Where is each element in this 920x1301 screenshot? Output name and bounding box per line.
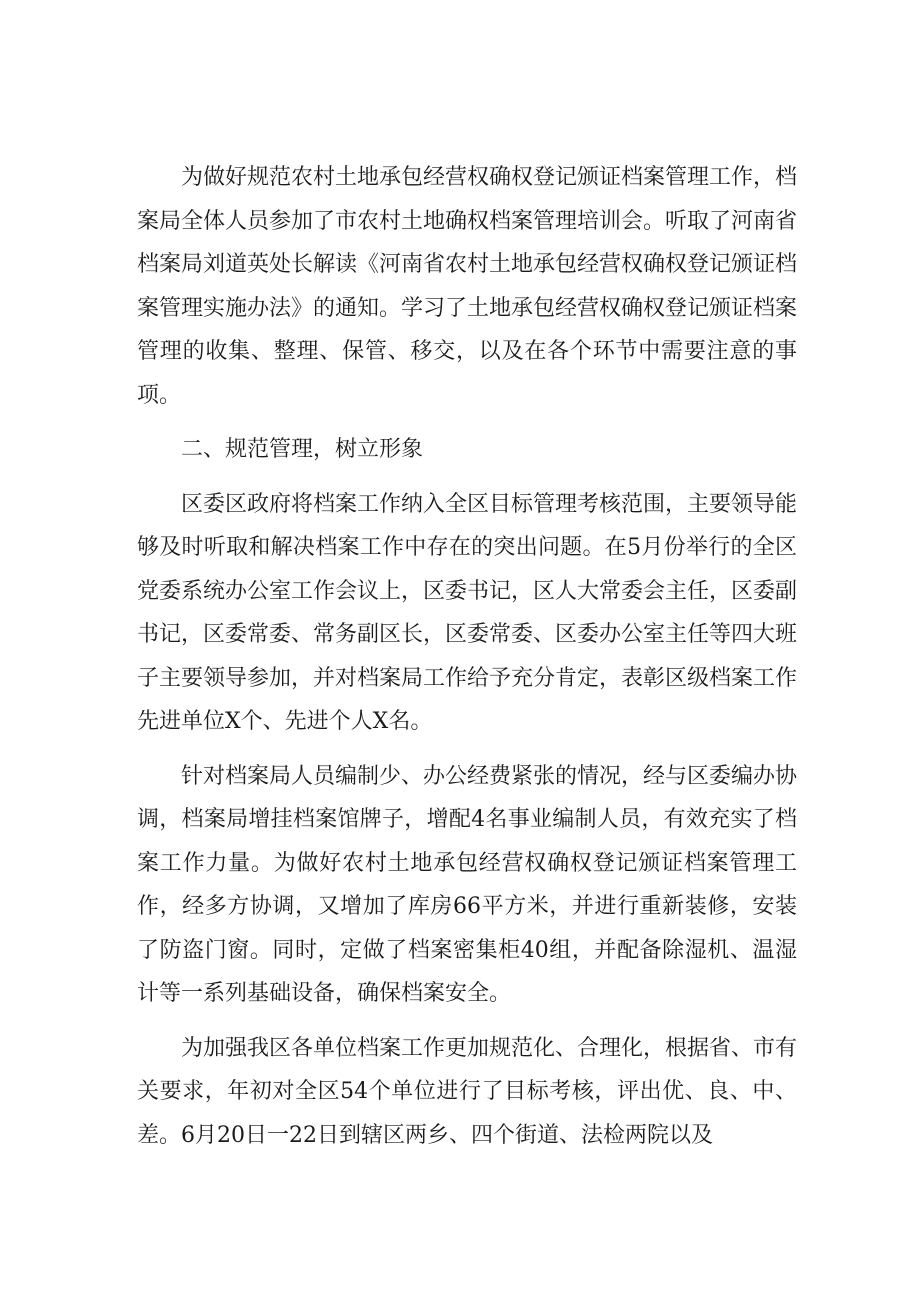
section-heading-2: 二、规范管理，树立形象: [181, 437, 424, 462]
paragraph-assessment-scope: 区委区政府将档案工作纳入全区目标管理考核范围，主要领导能够及时听取和解决档案工作中存在的突出问题。在5月份举行的全区党委系统办公室工作会议上，区委书记，区人大常委会主任，区委副书记，区委常委、常务副区长，区委常委、区委办公室主任等四大班子主要领导参加，并对档案局工作给予充分肯定，表彰区级档案工作先进单位X个、先进个人X名。: [137, 491, 798, 734]
document-body: [137, 156, 797, 1168]
paragraph-standardization: 为加强我区各单位档案工作更加规范化、合理化，根据省、市有关要求，年初对全区54个单位进行了目标考核，评出优、良、中、差。6月20日一22日到辖区两乡、四个街道、法检两院以及: [137, 1035, 798, 1148]
paragraph-training: 为做好规范农村土地承包经营权确权登记颁证档案管理工作，档案局全体人员参加了市农村土地确权档案管理培训会。听取了河南省档案局刘道英处长解读《河南省农村土地承包经营权确权登记颁证档案管理实施办法》的通知。学习了土地承包经营权确权登记颁证档案管理的收集、整理、保管、移交，以及在各个环节中需要注意的事项。: [137, 165, 798, 408]
paragraph-staffing: 针对档案局人员编制少、办公经费紧张的情况，经与区委编办协调，档案局增挂档案馆牌子，增配4名事业编制人员，有效充实了档案工作力量。为做好农村土地承包经营权确权登记颁证档案管理工作，经多方协调，又增加了库房66平方米，并进行重新装修，安装了防盗门窗。同时，定做了档案密集柜40组，并配备除湿机、温湿计等一系列基础设备，确保档案安全。: [137, 763, 798, 1006]
